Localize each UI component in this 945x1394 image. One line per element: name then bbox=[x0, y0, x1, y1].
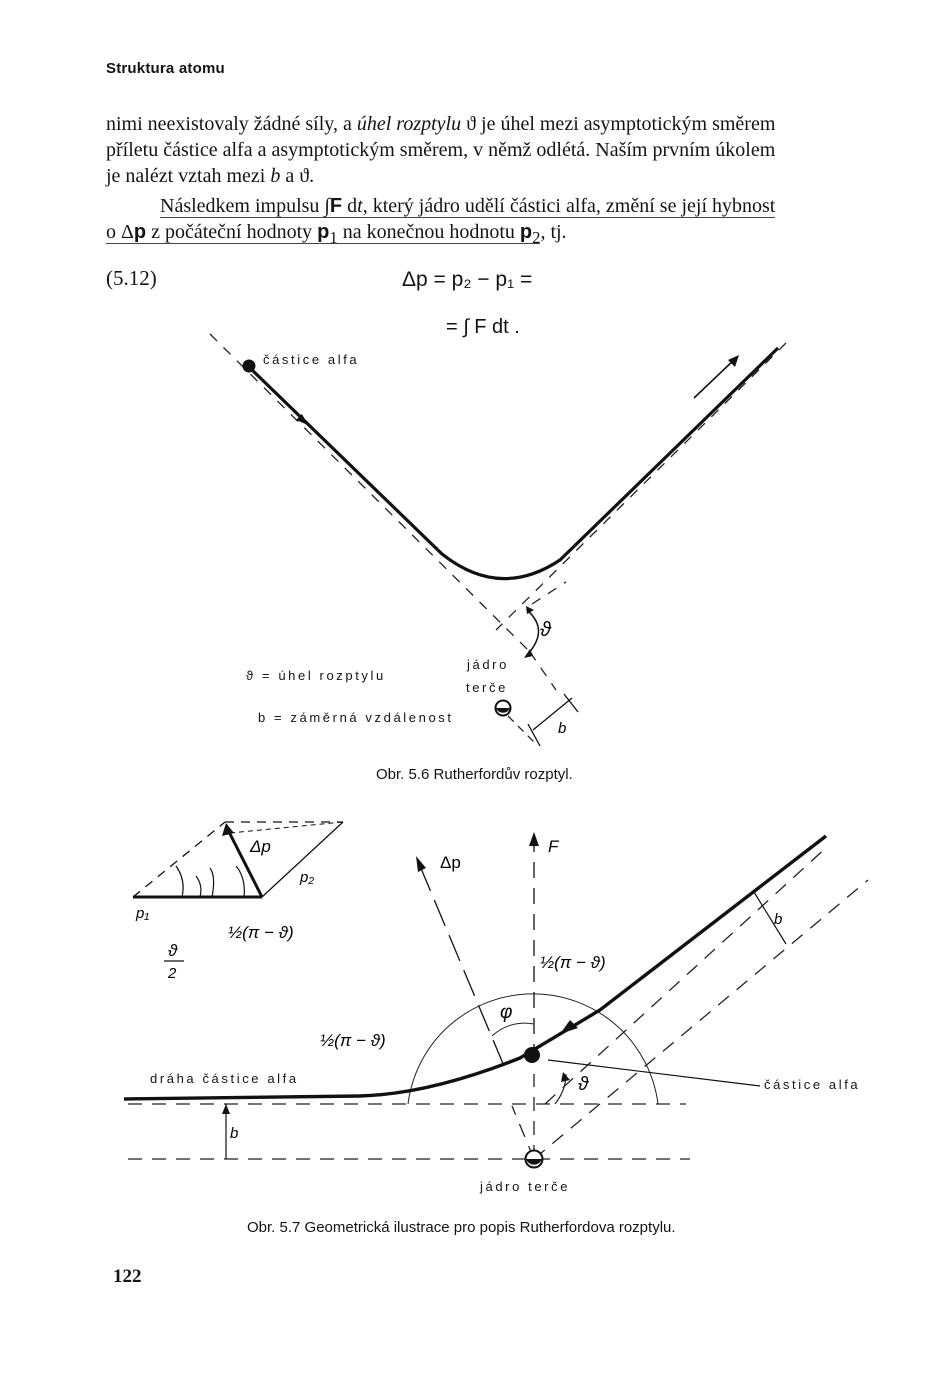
text-span: , který jádro udělí částici alfa, změní se její hybnost bbox=[362, 195, 776, 217]
equation-number: (5.12) bbox=[106, 266, 157, 290]
figure-5-7-caption: Obr. 5.7 Geometrická ilustrace pro popis Rutherfordova rozptylu. bbox=[247, 1219, 676, 1236]
text-span: o Δ bbox=[106, 221, 134, 243]
theta-half-numerator: ϑ bbox=[168, 941, 178, 960]
legend-b: b = záměrná vzdálenost bbox=[258, 710, 454, 725]
p1-label: p₁ bbox=[136, 905, 150, 922]
text-span: ϑ je úhel mezi asymptotickým směrem bbox=[461, 113, 776, 135]
text-span: Následkem impulsu ∫ bbox=[160, 195, 330, 217]
text-span: , tj. bbox=[540, 221, 567, 243]
p2-label: p₂ bbox=[300, 869, 315, 886]
symbol-b: b bbox=[270, 165, 281, 187]
nucleus-label-line1: jádro bbox=[467, 657, 509, 672]
text-span: na konečnou hodnotu bbox=[337, 221, 520, 243]
path-label: dráha částice alfa bbox=[150, 1071, 299, 1086]
text-span: a ϑ. bbox=[280, 165, 315, 187]
symbol-F: F bbox=[329, 195, 343, 217]
theta-half-denominator: 2 bbox=[168, 965, 177, 982]
symbol-p: p bbox=[133, 221, 147, 243]
text-span: z počáteční hodnoty bbox=[146, 221, 318, 243]
half-pi-minus-theta-label: ½(π − ϑ) bbox=[320, 1031, 386, 1050]
b-label-left: b bbox=[230, 1125, 239, 1142]
arrowhead bbox=[416, 856, 426, 872]
page-number: 122 bbox=[113, 1266, 142, 1287]
arrowhead bbox=[529, 832, 539, 846]
delta-p-arrow-label: Δp bbox=[440, 853, 461, 872]
phi-label: φ bbox=[500, 1002, 513, 1023]
nucleus-label-line2: terče bbox=[466, 680, 508, 695]
arrowhead bbox=[561, 1072, 570, 1082]
text-span: je nalézt vztah mezi bbox=[106, 165, 271, 187]
arrowhead bbox=[222, 1104, 230, 1114]
alpha-trajectory bbox=[124, 836, 826, 1099]
text-span: příletu částice alfa a asymptotickým směrem, v němž odlétá. Naším prvním úkolem bbox=[106, 139, 776, 161]
dashed-reference-lines bbox=[128, 846, 868, 1159]
trajectory-arrowhead bbox=[560, 1020, 578, 1034]
particle-label: částice alfa bbox=[764, 1077, 861, 1092]
particle-label: částice alfa bbox=[263, 352, 360, 367]
symbol-p: p bbox=[519, 221, 533, 243]
equation-line-2: = ∫ F dt . bbox=[446, 316, 520, 338]
symbol-p: p bbox=[317, 221, 330, 243]
symbol-t: t bbox=[357, 195, 363, 217]
delta-p-small: Δp bbox=[250, 837, 271, 856]
b-label-right: b bbox=[774, 911, 783, 928]
term-italic: úhel rozptylu bbox=[356, 113, 462, 135]
running-head: Struktura atomu bbox=[106, 60, 225, 77]
b-label: b bbox=[558, 720, 567, 737]
half-pi-minus-theta-label: ½(π − ϑ) bbox=[228, 923, 294, 942]
equation-line-1: Δp = p₂ − p₁ = bbox=[402, 268, 533, 291]
phi-arc bbox=[492, 1023, 534, 1036]
alpha-particle-dot bbox=[524, 1047, 540, 1063]
delta-p-direction bbox=[420, 866, 504, 1066]
theta-symbol: ϑ bbox=[540, 619, 551, 641]
text-span: nimi neexistovaly žádné síly, a bbox=[106, 113, 357, 135]
subscript: 2 bbox=[532, 228, 541, 247]
subscript: 1 bbox=[329, 228, 338, 247]
force-label: F bbox=[548, 837, 559, 856]
text-span: d bbox=[342, 195, 358, 217]
theta-label: ϑ bbox=[578, 1074, 589, 1095]
arrowhead bbox=[222, 823, 234, 836]
half-pi-minus-theta-label: ½(π − ϑ) bbox=[540, 953, 606, 972]
figure-5-6-caption: Obr. 5.6 Rutherfordův rozptyl. bbox=[376, 766, 573, 783]
nucleus-label: jádro terče bbox=[480, 1179, 571, 1194]
legend-theta: ϑ = úhel rozptylu bbox=[246, 668, 386, 683]
